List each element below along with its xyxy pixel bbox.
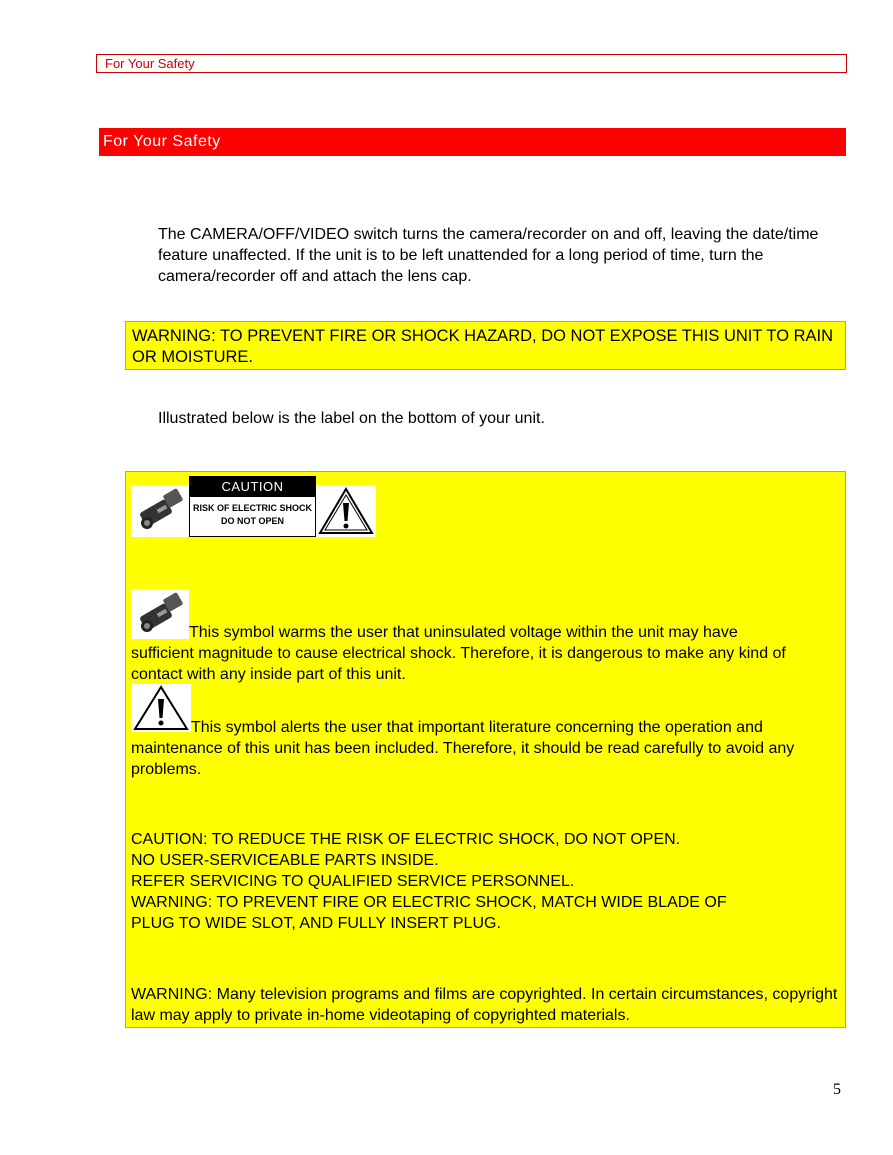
- moisture-warning-box: [125, 321, 846, 370]
- section-title-bar: [99, 128, 846, 156]
- caution-block-line4: WARNING: TO PREVENT FIRE OR ELECTRIC SHOCK, MATCH WIDE BLADE OF: [131, 894, 727, 911]
- symbol-2-rest: maintenance of this unit has been included. Therefore, it should be read carefully to avoid any problems.: [131, 740, 795, 778]
- label-intro-text: Illustrated below is the label on the bottom of your unit.: [158, 410, 545, 427]
- camcorder-icon: [131, 485, 189, 537]
- copyright-warning: WARNING: Many television programs and films are copyrighted. In certain circumstances, copyright law may apply to private in-home videotaping of copyrighted materials.: [131, 986, 838, 1024]
- symbol-1-first-line: This symbol warms the user that uninsulated voltage within the unit may have: [189, 624, 738, 641]
- caution-block-line1: CAUTION: TO REDUCE THE RISK OF ELECTRIC SHOCK, DO NOT OPEN.: [131, 831, 681, 848]
- running-header-title: For Your Safety: [105, 56, 195, 71]
- moisture-warning-text: WARNING: TO PREVENT FIRE OR SHOCK HAZARD, DO NOT EXPOSE THIS UNIT TO RAIN OR MOISTURE.: [132, 327, 834, 366]
- intro-paragraph: The CAMERA/OFF/VIDEO switch turns the camera/recorder on and off, leaving the date/time feature unaffected. If the unit is to be left unattended for a long period of time, turn the camera/recorder off and attach the lens cap.: [158, 226, 819, 285]
- running-header: [96, 54, 847, 73]
- warning-triangle-icon: [131, 684, 191, 732]
- caution-label-line2: DO NOT OPEN: [220, 516, 284, 526]
- caution-block: [131, 829, 839, 934]
- section-title: For Your Safety: [103, 133, 221, 150]
- caution-block-line5: PLUG TO WIDE SLOT, AND FULLY INSERT PLUG.: [131, 915, 501, 932]
- caution-label: [189, 476, 316, 537]
- warning-triangle-icon: [316, 485, 376, 537]
- caution-block-line3: REFER SERVICING TO QUALIFIED SERVICE PERSONNEL.: [131, 873, 575, 890]
- symbol-1-rest: sufficient magnitude to cause electrical shock. Therefore, it is dangerous to make any kind of contact with any inside part of this unit.: [131, 645, 786, 683]
- caution-block-line2: NO USER-SERVICEABLE PARTS INSIDE.: [131, 852, 439, 869]
- camcorder-icon: [131, 589, 189, 639]
- caution-label-line1: RISK OF ELECTRIC SHOCK: [192, 503, 312, 513]
- page-number: 5: [833, 1081, 841, 1098]
- symbol-2-first-line: This symbol alerts the user that important literature concerning the operation and: [191, 719, 763, 736]
- caution-label-title: CAUTION: [190, 477, 315, 497]
